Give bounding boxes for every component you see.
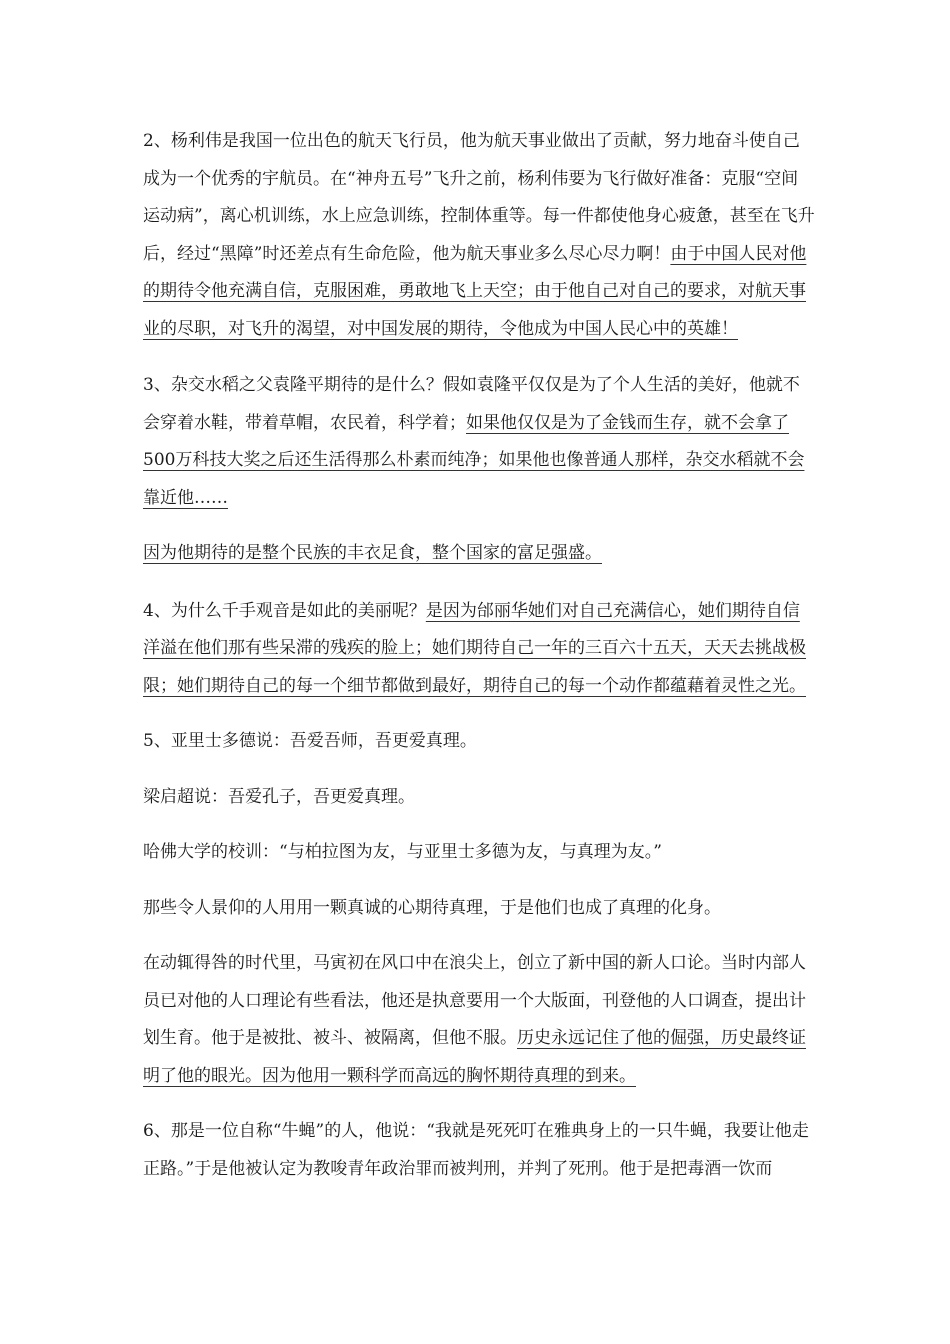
paragraph-6: 6、那是一位自称“牛蝇”的人，他说：“我就是死死叮在雅典身上的一只牛蝇，我要让他走正路。”于是他被认定为教唆青年政治罪而被判刑，并判了死刑。他于是把毒酒一饮而	[143, 1121, 809, 1179]
paragraph-3	[143, 367, 815, 517]
paragraph-5-liang-qichao: 梁启超说：吾爱孔子，吾更爱真理。	[143, 786, 415, 807]
paragraph-3-conclusion-underlined: 因为他期待的是整个民族的丰衣足食，整个国家的富足强盛。	[143, 543, 602, 563]
paragraph-4	[143, 593, 815, 706]
paragraph-4-text: 4、为什么千手观音是如此的美丽呢？	[143, 600, 426, 621]
paragraph-4-underlined: 是因为邰丽华她们对自己充满信心，她们期待自信洋溢在他们那有些呆滞的残疾的脸上；她们期待自己一年的三百六十五天，天天去挑战极限；她们期待自己的每一个细节都做到最好，期待自己的每一个动作都蕴藉着灵性之光。	[143, 600, 806, 696]
paragraph-3-text: 3、杂交水稻之父袁隆平期待的是什么？假如袁隆平仅仅是为了个人生活的美好，他就不会穿着水鞋，带着草帽，农民着，科学着；	[143, 375, 800, 433]
paragraph-2	[143, 123, 815, 348]
document-body	[143, 123, 815, 1188]
paragraph-5-ma-yinchu-text: 在动辄得咎的时代里，马寅初在风口中在浪尖上，创立了新中国的新人口论。当时内部人员已对他的人口理论有些看法，他还是执意要用一个大版面，刊登他的人口调查，提出计划生育。他于是被批、被斗、被隔离，但他不服。	[143, 953, 806, 1048]
paragraph-3-conclusion	[143, 535, 815, 573]
paragraph-2-underlined: 由于中国人民对他的期待令他充满自信，克服困难，勇敢地飞上天空；由于他自己对自己的要求，对航天事业的尽职，对飞升的渴望，对中国发展的期待，令他成为中国人民心中的英雄！	[143, 243, 807, 339]
paragraph-2-text: 2、杨利伟是我国一位出色的航天飞行员，他为航天事业做出了贡献，努力地奋斗使自己成为一个优秀的宇航员。在“神舟五号”飞升之前，杨利伟要为飞行做好准备：克服“空间运动病”，离心机训练，水上应急训练，控制体重等。每一件都使他身心疲惫，甚至在飞升后，经过“黑障”时还差点有生命危险，他为航天事业多么尽心尽力啊！	[143, 131, 815, 264]
paragraph-5-harvard-motto: 哈佛大学的校训：“与柏拉图为友，与亚里士多德为友，与真理为友。”	[143, 842, 662, 862]
paragraph-3-underlined: 如果他仅仅是为了金钱而生存，就不会拿了500万科技大奖之后还生活得那么朴素而纯净；如果他也像普通人那样，杂交水稻就不会靠近他……	[143, 412, 805, 508]
paragraph-5-ma-yinchu-underlined: 历史永远记住了他的倔强，历史最终证明了他的眼光。因为他用一颗科学而高远的胸怀期待真理的到来。	[143, 1028, 806, 1086]
paragraph-5-truth: 那些令人景仰的人用用一颗真诚的心期待真理，于是他们也成了真理的化身。	[143, 897, 721, 918]
paragraph-5-ma-yinchu	[143, 945, 815, 1095]
paragraph-5-aristotle: 5、亚里士多德说：吾爱吾师，吾更爱真理。	[143, 731, 477, 751]
